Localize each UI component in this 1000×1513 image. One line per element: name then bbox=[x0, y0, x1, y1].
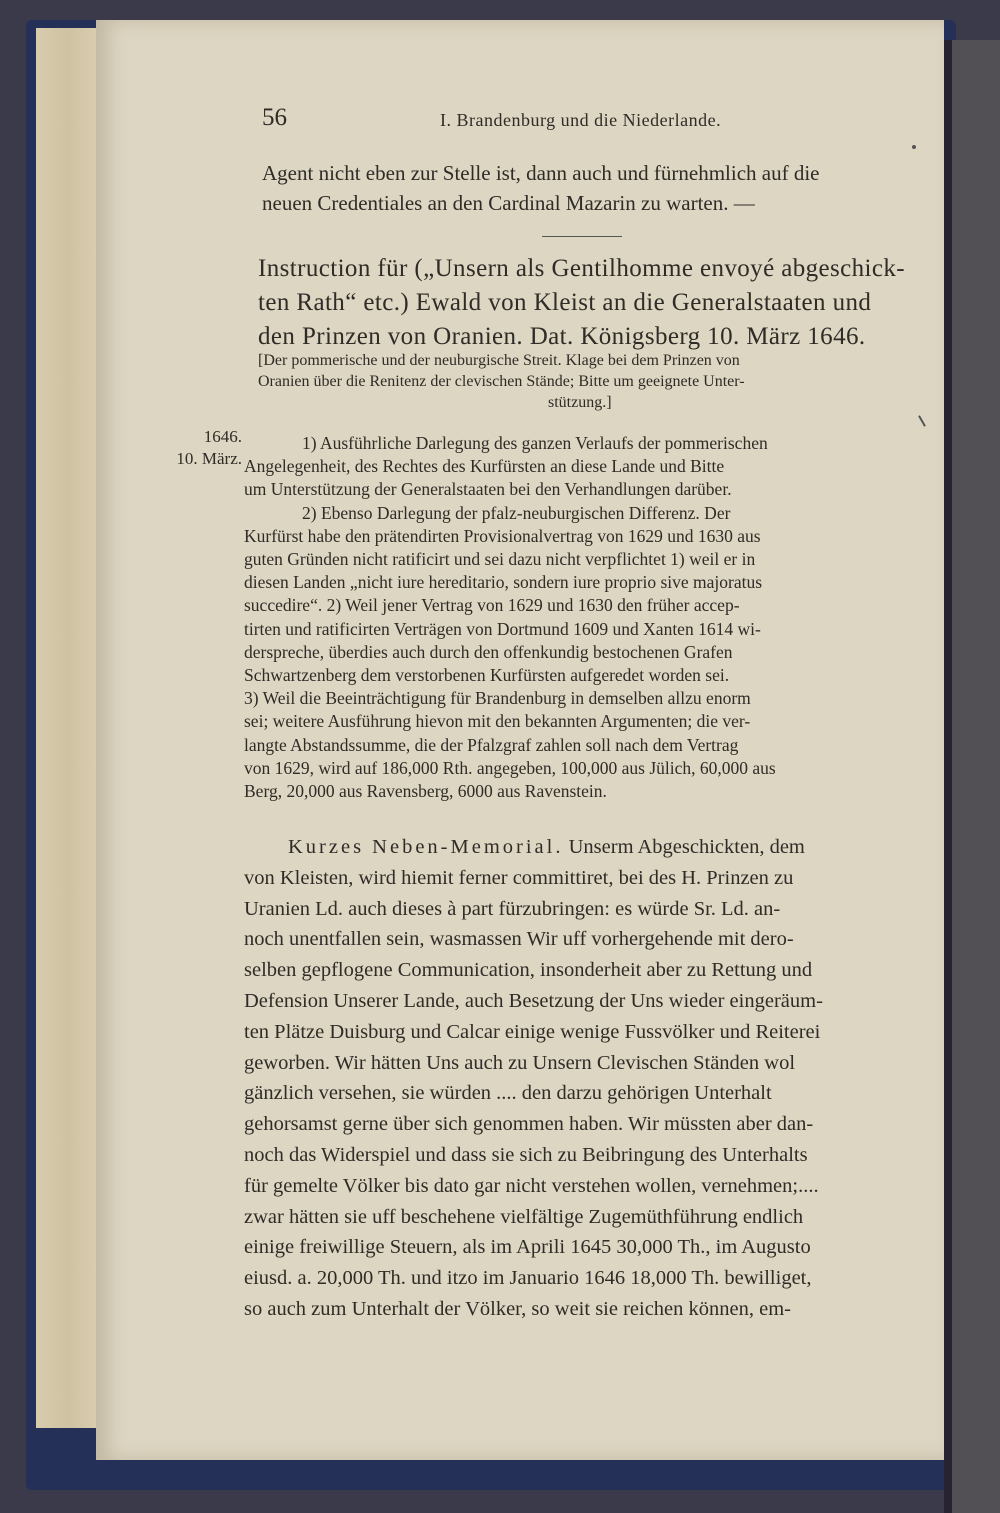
intro-line: Agent nicht eben zur Stelle ist, dann auch und fürnehmlich auf die bbox=[262, 161, 820, 185]
ink-dot bbox=[912, 145, 916, 149]
memorial-heading: Kurzes Neben-Memorial. bbox=[288, 836, 564, 858]
memorial-line: geworben. Wir hätten Uns auch zu Unsern Clevischen Ständen wol bbox=[244, 1051, 796, 1074]
body-line: tirten und ratificirten Verträgen von Dortmund 1609 und Xanten 1614 wi- bbox=[244, 618, 761, 639]
body-line: 1) Ausführliche Darlegung des ganzen Verlaufs der pommerischen bbox=[302, 433, 768, 453]
memorial-line: von Kleisten, wird hiemit ferner committiret, bei des H. Prinzen zu bbox=[244, 866, 794, 889]
memorial-line: noch das Widerspiel und dass sie sich zu Beibringung des Unterhalts bbox=[244, 1143, 808, 1166]
body-line: 3) Weil die Beeinträchtigung für Brandenburg in demselben allzu enorm bbox=[244, 688, 751, 709]
body-line: langte Abstandssumme, die der Pfalzgraf zahlen soll nach dem Vertrag bbox=[244, 734, 739, 755]
intro-paragraph bbox=[262, 158, 820, 218]
body-line: von 1629, wird auf 186,000 Rth. angegeben, 100,000 aus Jülich, 60,000 aus bbox=[244, 757, 776, 778]
title-line: Instruction für („Unsern als Gentilhomme envoyé abgeschick- bbox=[258, 255, 906, 282]
body-line: guten Gründen nicht ratificirt und sei dazu nicht verpflichtet 1) weil er in bbox=[244, 549, 756, 570]
body-line: Berg, 20,000 aus Ravensberg, 6000 aus Ravenstein. bbox=[244, 781, 607, 802]
memorial-section bbox=[244, 832, 823, 1325]
memorial-line: einige freiwillige Steuern, als im Aprili 1645 30,000 Th., im Augusto bbox=[244, 1236, 811, 1259]
body-line: sei; weitere Ausführung hievon mit den bekannten Argumenten; die ver- bbox=[244, 711, 751, 732]
margin-year: 1646. bbox=[203, 427, 242, 446]
body-line: Angelegenheit, des Rechtes des Kurfürsten an diese Lande und Bitte bbox=[244, 456, 725, 477]
memorial-first-line bbox=[244, 832, 823, 863]
memorial-line: gehorsamst gerne über sich genommen haben. Wir müssten aber dan- bbox=[244, 1113, 814, 1136]
instruction-title bbox=[258, 252, 905, 354]
body-line: diesen Landen „nicht iure hereditario, sondern iure proprio sive majoratus bbox=[244, 572, 763, 593]
memorial-line: so auch zum Unterhalt der Völker, so weit sie reichen können, em- bbox=[244, 1297, 792, 1320]
intro-line: neuen Credentiales an den Cardinal Mazarin zu warten. — bbox=[262, 191, 755, 215]
note-line: stützung.] bbox=[548, 394, 612, 411]
memorial-line: ten Plätze Duisburg und Calcar einige wenige Fussvölker und Reiterei bbox=[244, 1020, 821, 1043]
memorial-line: eiusd. a. 20,000 Th. und itzo im Januario 1646 18,000 Th. bewilliget, bbox=[244, 1267, 812, 1290]
memorial-line: für gemelte Völker bis dato gar nicht verstehen wollen, vernehmen;.... bbox=[244, 1174, 819, 1197]
title-line: ten Rath“ etc.) Ewald von Kleist an die Generalstaaten und bbox=[258, 289, 872, 316]
memorial-line: Uranien Ld. auch dieses à part fürzubringen: es würde Sr. Ld. an- bbox=[244, 897, 781, 920]
body-line: Schwartzenberg dem verstorbenen Kurfürsten aufgeredet worden sei. bbox=[244, 665, 730, 686]
memorial-line: noch unentfallen sein, wasmassen Wir uff vorhergehende mit dero- bbox=[244, 928, 794, 951]
title-line: den Prinzen von Oranien. Dat. Königsberg 10. März 1646. bbox=[258, 323, 866, 350]
memorial-line: Defension Unserer Lande, auch Besetzung der Uns wieder eingeräum- bbox=[244, 989, 823, 1012]
body-line: succedire“. 2) Weil jener Vertrag von 1629 und 1630 den früher accep- bbox=[244, 595, 740, 616]
memorial-line: Unserm Abgeschickten, dem bbox=[563, 836, 805, 858]
body-line: 2) Ebenso Darlegung der pfalz-neuburgischen Differenz. Der bbox=[302, 502, 731, 523]
memorial-line: selben gepflogene Communication, insonderheit aber zu Rettung und bbox=[244, 959, 813, 982]
section-divider bbox=[542, 236, 622, 237]
facing-page-edge bbox=[944, 40, 1000, 1513]
note-line: [Der pommerische und der neuburgische Streit. Klage bei dem Prinzen von bbox=[258, 352, 740, 369]
body-line: Kurfürst habe den prätendirten Provisionalvertrag von 1629 und 1630 aus bbox=[244, 525, 761, 546]
body-line: um Unterstützung der Generalstaaten bei den Verhandlungen darüber. bbox=[244, 479, 732, 500]
margin-day: 10. März. bbox=[176, 449, 242, 468]
summary-note bbox=[258, 350, 745, 413]
running-head: I. Brandenburg und die Niederlande. bbox=[440, 110, 722, 130]
memorial-line: zwar hätten sie uff beschehene vielfältige Zugemüthführung endlich bbox=[244, 1205, 804, 1228]
margin-date bbox=[176, 426, 242, 470]
body-line: derspreche, überdies auch durch den offenkundig bestochenen Grafen bbox=[244, 641, 733, 662]
memorial-line: gänzlich versehen, sie würden .... den darzu gehörigen Unterhalt bbox=[244, 1082, 772, 1105]
instruction-body bbox=[244, 432, 776, 803]
note-line: Oranien über die Renitenz der clevischen Stände; Bitte um geeignete Unter- bbox=[258, 373, 745, 390]
page-number: 56 bbox=[262, 104, 287, 131]
